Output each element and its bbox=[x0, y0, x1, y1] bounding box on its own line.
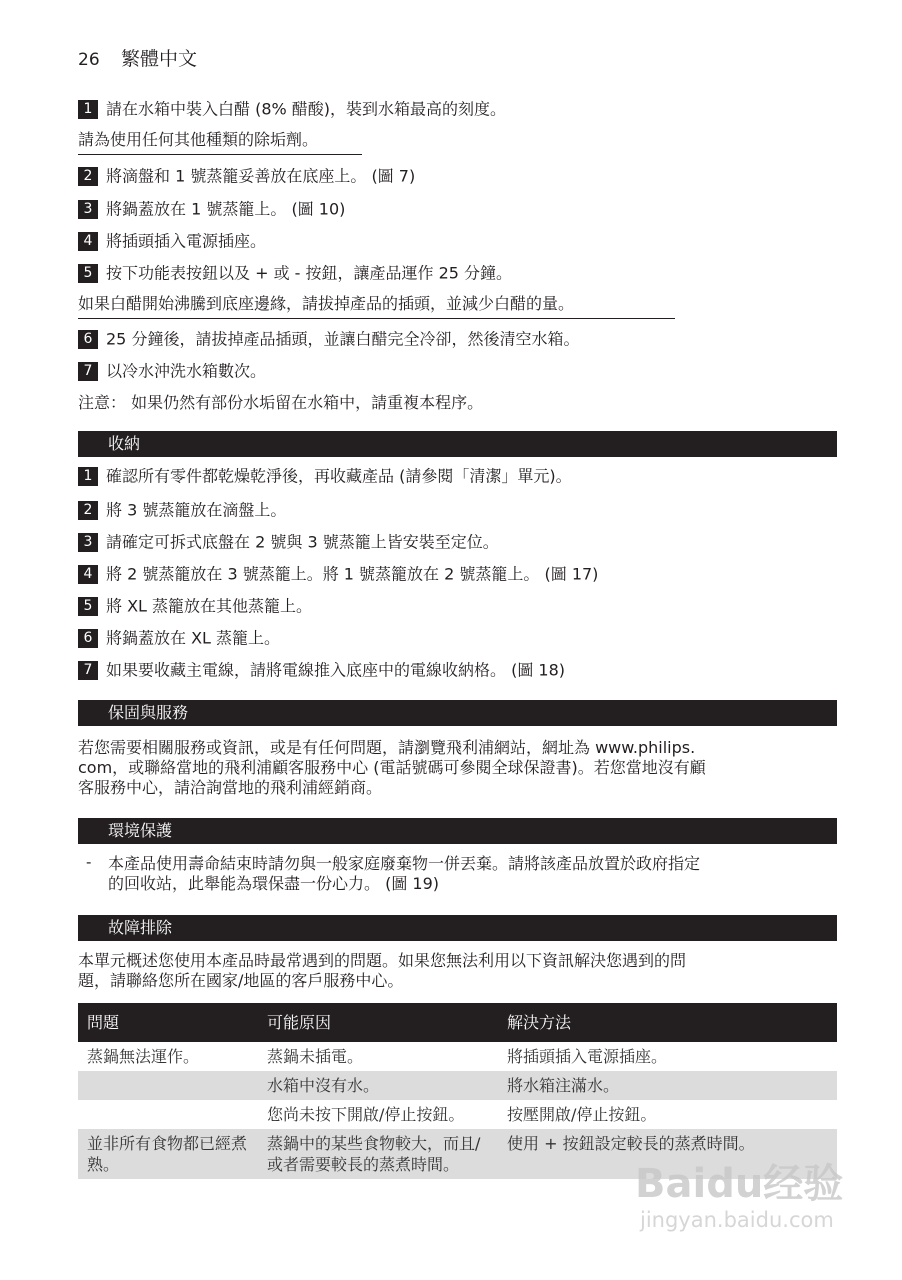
paragraph-line: 客服務中心，請洽詢當地的飛利浦經銷商。 bbox=[78, 778, 383, 797]
cell-solution: 使用 + 按鈕設定較長的蒸煮時間。 bbox=[498, 1129, 837, 1179]
descale-step-4 bbox=[78, 231, 266, 252]
storage-step-5 bbox=[78, 596, 312, 617]
table-row bbox=[78, 1100, 837, 1129]
cell-cause: 水箱中沒有水。 bbox=[258, 1071, 498, 1100]
step-number-badge: 3 bbox=[78, 200, 98, 219]
step-number-badge: 3 bbox=[78, 533, 98, 552]
step-text: 請確定可拆式底盤在 2 號與 3 號蒸籠上皆安裝至定位。 bbox=[106, 532, 499, 552]
watermark-url: jingyan.baidu.com bbox=[640, 1208, 834, 1232]
step-text: 以冷水沖洗水箱數次。 bbox=[106, 361, 267, 381]
storage-step-2 bbox=[78, 500, 286, 521]
column-header-solution: 解決方法 bbox=[498, 1003, 837, 1042]
step-text: 如果要收藏主電線，請將電線推入底座中的電線收納格。 (圖 18) bbox=[106, 660, 566, 680]
step-number-badge: 5 bbox=[78, 597, 98, 616]
page-header bbox=[78, 44, 197, 71]
descale-step-7 bbox=[78, 361, 266, 382]
cell-solution: 將插頭插入電源插座。 bbox=[507, 1047, 668, 1066]
guarantee-paragraph bbox=[78, 738, 818, 798]
paragraph-line: 題，請聯絡您所在國家/地區的客戶服務中心。 bbox=[78, 971, 404, 990]
caution-note-1 bbox=[78, 130, 362, 155]
step-number-badge: 6 bbox=[78, 629, 98, 648]
cell-problem: 蒸鍋無法運作。 bbox=[87, 1047, 200, 1066]
paragraph-line: 的回收站，此舉能為環保盡一份心力。 (圖 19) bbox=[108, 874, 440, 893]
step-text: 25 分鐘後，請拔掉產品插頭，並讓白醋完全冷卻，然後清空水箱。 bbox=[106, 329, 580, 349]
storage-step-4 bbox=[78, 564, 598, 585]
section-heading-troubleshooting: 故障排除 bbox=[78, 915, 837, 941]
step-number-badge: 7 bbox=[78, 362, 98, 381]
descale-step-5 bbox=[78, 263, 512, 284]
step-text: 將 3 號蒸籠放在滴盤上。 bbox=[106, 500, 287, 520]
paragraph-line: com，或聯絡當地的飛利浦顧客服務中心 (電話號碼可參閱全球保證書)。若您當地沒有顧 bbox=[78, 758, 706, 777]
paragraph-line: 若您需要相關服務或資訊，或是有任何問題，請瀏覽飛利浦網站，網址為 www.philips. bbox=[78, 738, 696, 757]
section-heading-storage: 收納 bbox=[78, 431, 837, 457]
descale-step-2 bbox=[78, 166, 415, 187]
section-heading-guarantee: 保固與服務 bbox=[78, 700, 837, 726]
step-text: 將 2 號蒸籠放在 3 號蒸籠上。將 1 號蒸籠放在 2 號蒸籠上。 (圖 17) bbox=[106, 564, 599, 584]
step-number-badge: 6 bbox=[78, 330, 98, 349]
step-number-badge: 4 bbox=[78, 565, 98, 584]
caution-text: 請為使用任何其他種類的除垢劑。 bbox=[78, 130, 319, 149]
step-number-badge: 1 bbox=[78, 100, 98, 119]
list-dash: - bbox=[86, 853, 92, 871]
cell-cause: 蒸鍋未插電。 bbox=[267, 1047, 364, 1066]
cell-problem: 並非所有食物都已經煮熟。 bbox=[78, 1129, 258, 1179]
column-header-problem: 問題 bbox=[78, 1003, 258, 1042]
step-text: 將 XL 蒸籠放在其他蒸籠上。 bbox=[106, 596, 313, 616]
step-text: 請在水箱中裝入白醋 (8% 醋酸)，裝到水箱最高的刻度。 bbox=[106, 99, 507, 119]
section-heading-environment: 環境保護 bbox=[78, 818, 837, 844]
step-number-badge: 7 bbox=[78, 661, 98, 680]
step-number-badge: 5 bbox=[78, 264, 98, 283]
cell-solution: 將水箱注滿水。 bbox=[498, 1071, 837, 1100]
descale-step-3 bbox=[78, 199, 345, 220]
storage-step-3 bbox=[78, 532, 499, 553]
descale-note: 注意： 如果仍然有部份水垢留在水箱中，請重複本程序。 bbox=[78, 393, 484, 412]
page-number: 26 bbox=[78, 50, 100, 70]
storage-step-1 bbox=[78, 466, 572, 487]
step-text: 將鍋蓋放在 XL 蒸籠上。 bbox=[106, 628, 281, 648]
paragraph-line: 本產品使用壽命結束時請勿與一般家庭廢棄物一併丟棄。請將該產品放置於政府指定 bbox=[108, 854, 701, 873]
step-text: 將插頭插入電源插座。 bbox=[106, 231, 267, 251]
troubleshooting-intro bbox=[78, 951, 818, 991]
column-header-cause: 可能原因 bbox=[258, 1003, 498, 1042]
watermark-logo: Baidu经验 bbox=[635, 1161, 844, 1207]
storage-step-7 bbox=[78, 660, 565, 681]
table-row bbox=[78, 1071, 837, 1100]
step-text: 按下功能表按鈕以及 + 或 - 按鈕，讓產品運作 25 分鐘。 bbox=[106, 263, 513, 283]
cell-problem bbox=[78, 1100, 258, 1129]
descale-step-1 bbox=[78, 99, 506, 120]
paragraph-line: 本單元概述您使用本產品時最常遇到的問題。如果您無法利用以下資訊解決您遇到的問 bbox=[78, 951, 687, 970]
environment-paragraph bbox=[108, 854, 828, 894]
cell-problem bbox=[78, 1071, 258, 1100]
step-number-badge: 2 bbox=[78, 501, 98, 520]
cell-solution: 按壓開啟/停止按鈕。 bbox=[507, 1105, 657, 1124]
table-row bbox=[78, 1042, 837, 1071]
step-text: 確認所有零件都乾燥乾淨後，再收藏產品 (請參閱「清潔」單元)。 bbox=[106, 466, 572, 486]
step-number-badge: 4 bbox=[78, 232, 98, 251]
storage-step-6 bbox=[78, 628, 280, 649]
step-text: 將鍋蓋放在 1 號蒸籠上。 (圖 10) bbox=[106, 199, 346, 219]
step-number-badge: 2 bbox=[78, 167, 98, 186]
cell-cause: 蒸鍋中的某些食物較大，而且/或者需要較長的蒸煮時間。 bbox=[258, 1129, 498, 1179]
descale-step-6 bbox=[78, 329, 579, 350]
table-header-row bbox=[78, 1003, 837, 1042]
caution-note-2 bbox=[78, 294, 675, 319]
caution-text: 如果白醋開始沸騰到底座邊緣，請拔掉產品的插頭，並減少白醋的量。 bbox=[78, 294, 575, 313]
step-number-badge: 1 bbox=[78, 467, 98, 486]
page-language-title: 繁體中文 bbox=[121, 48, 198, 70]
step-text: 將滴盤和 1 號蒸籠妥善放在底座上。 (圖 7) bbox=[106, 166, 416, 186]
cell-cause: 您尚未按下開啟/停止按鈕。 bbox=[267, 1105, 465, 1124]
